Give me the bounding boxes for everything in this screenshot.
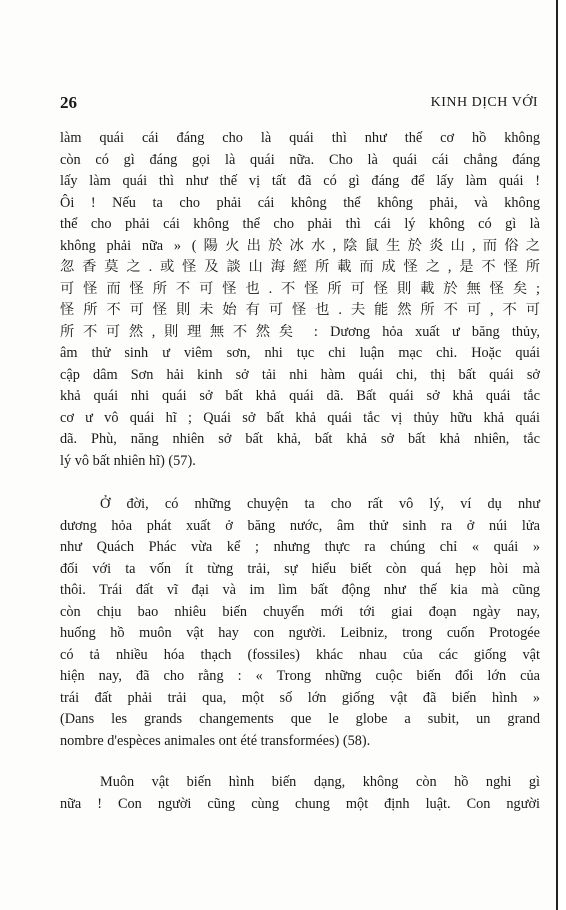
body-text [60,128,540,815]
text-line: không phải nữa » (陽火出於冰水,陰鼠生於炎山,而俗之 [60,237,540,254]
page-number: 26 [60,93,77,112]
chinese-text-line: 可怪而怪所不可怪也.不怪所可怪則載於無怪矣; [60,280,540,297]
text-line: lý vô bất nhiên hĩ) (57). [60,452,196,469]
text-line: cơ ư vô quái hĩ ; Quái sở bất khả quái tắc vị thủy hữu khả quái [60,409,540,426]
text-line: nombre d'espèces animales ont été transformées) (58). [60,732,371,749]
text-line: dương hỏa phát xuất ở băng nước, âm thử sinh ra ở núi lửa [60,517,540,534]
text-line: còn chịu bao nhiêu biến chuyển mới tới giai đoạn ngày nay, [60,603,540,620]
text-line: lấy làm quái thì như thế vị tất đã có gì đáng để lấy làm quái ! [60,173,540,189]
text-line: Muôn vật biến hình biến dạng, không còn hồ nghi gì [100,774,540,790]
text-line: thôi. Trái đất vĩ đại và im lìm bất động như thế kia mà cũng [60,582,540,598]
text-line: hiện nay, đã cho rằng : « Trong những cuộc biến đổi lớn của [60,668,540,684]
text-line: huống hồ muôn vật hay con người. Leibniz, trong cuốn Protogée [60,625,540,641]
text-line: cập dâm Sơn hải kinh sở tải nhi hàm quái chi, thị bất quái sở [60,366,540,383]
paragraph-3 [60,772,540,815]
paragraph-2 [60,494,540,752]
text-line: trái đất phải trải qua, một số lớn giống vật đã biến hình » [60,689,540,706]
text-line: (Dans les grands changements que le globe a subit, un grand [60,711,540,727]
running-head: KINH DỊCH VỚI [430,95,538,110]
text-line: có tả nhiều hóa thạch (fossiles) khác nhau của các giống vật [60,646,540,663]
text-line: âm thử sinh ư viêm sơn, nhi tục chi luận mạc chi. Hoặc quái [60,345,540,361]
text-line: còn có gì đáng gọi là quái nữa. Cho là quái cái chẳng đáng [60,151,540,168]
chinese-text-line: 忽香莫之.或怪及談山海經所載而成怪之,是不怪所 [60,259,540,275]
page-margin [558,0,566,910]
text-line: thể cho phải cái không thể cho phải thì cái lý không có gì là [60,216,540,232]
text-line: dã. Phù, năng nhiên sở bất khả, bất khả sở bất khả nhiên, tắc [60,431,540,447]
page-header [60,93,538,115]
text-line: đối với ta vốn ít từng trải, sự hiểu biết còn quá hẹp hòi mà [60,560,540,577]
text-line: Ôi ! Nếu ta cho phải cái không thể không phải, và không [60,194,540,211]
text-line: làm quái cái đáng cho là quái thì như thế cơ hồ không [60,130,540,146]
paragraph-1 [60,128,540,472]
text-line: khả quái nhi quái sở bất khả quái dã. Bất quái sở khả quái tắc [60,388,540,404]
text-line: nữa ! Con người cũng cùng chung một định luật. Con người [60,795,540,812]
text-line: 所不可然,則理無不然矣 : Dương hỏa xuất ư băng thủy, [60,323,540,340]
text-line: như Quách Phác vừa kể ; nhưng thực ra chúng chỉ « quái » [60,539,540,555]
chinese-text-line: 怪所不可怪則未始有可怪也.夫能然所不可,不可 [60,302,540,318]
text-line: Ở đời, có những chuyện ta cho rất vô lý, ví dụ như [100,496,540,512]
